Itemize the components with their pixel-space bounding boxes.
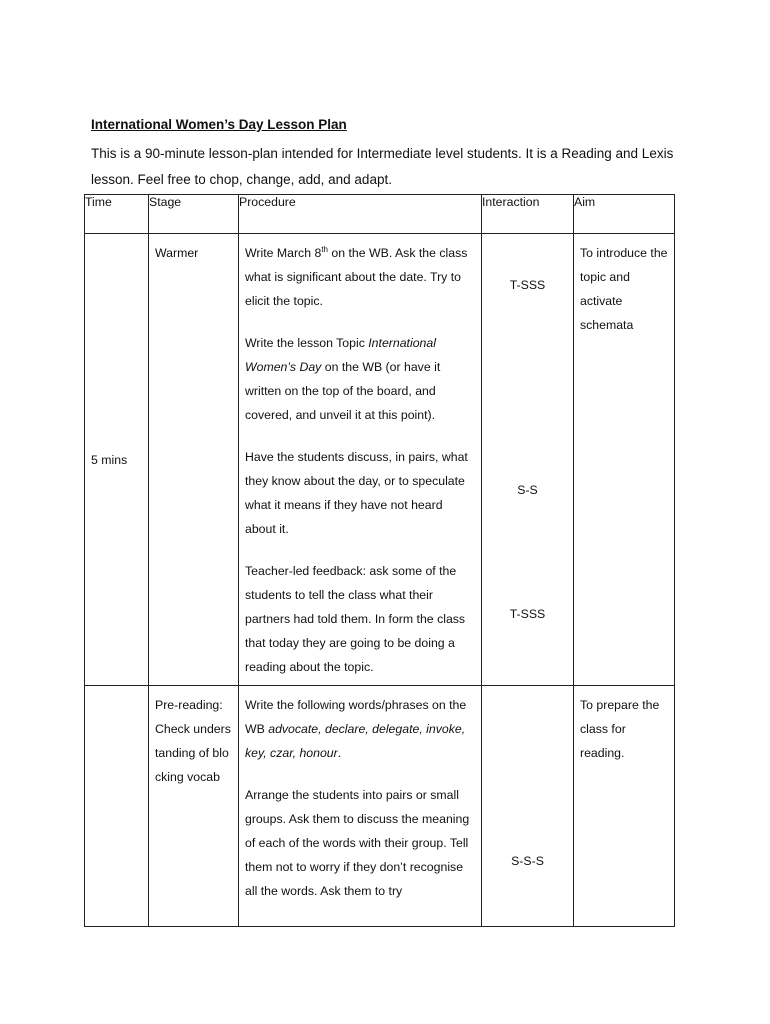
document-intro: This is a 90-minute lesson-plan intended for Intermediate level students. It is a Reading and Lexis lesson. Feel free to chop, change, add, and adapt. bbox=[91, 146, 674, 187]
header-interaction: Interaction bbox=[482, 195, 574, 234]
interaction-value: S-S-S bbox=[511, 854, 544, 868]
stage-cell bbox=[149, 686, 239, 927]
table-header-row bbox=[85, 195, 675, 234]
procedure-paragraph: Arrange the students into pairs or small groups. Ask them to discuss the meaning of each of the words with their group. Tell them not to worry if they don’t recognise all the words. Ask them to try bbox=[245, 788, 470, 898]
header-procedure: Procedure bbox=[239, 195, 482, 234]
header-stage: Stage bbox=[149, 195, 239, 234]
time-cell bbox=[85, 686, 149, 927]
document-title: International Women’s Day Lesson Plan bbox=[91, 117, 347, 132]
stage-cell bbox=[149, 234, 239, 686]
interaction-value: T-SSS bbox=[509, 278, 546, 292]
aim-cell bbox=[574, 686, 675, 927]
procedure-paragraph: Write the lesson Topic International Women’s Day on the WB (or have it written on the top of the board, and covered, and unveil it at this point). bbox=[245, 336, 441, 422]
interaction-cell bbox=[482, 234, 574, 686]
procedure-cell bbox=[239, 234, 482, 686]
time-value bbox=[85, 686, 148, 693]
stage-value: Warmer bbox=[155, 246, 199, 260]
aim-value: To prepare the class for reading. bbox=[580, 698, 660, 760]
stage-value: Pre-reading: Check understanding of blocking vocab bbox=[155, 698, 231, 784]
table-row bbox=[85, 234, 675, 686]
lesson-plan-table bbox=[84, 194, 675, 927]
interaction-value: S-S bbox=[517, 483, 538, 497]
aim-cell bbox=[574, 234, 675, 686]
procedure-paragraph: Write the following words/phrases on the WB advocate, declare, delegate, invoke, key, czar, honour. bbox=[245, 698, 467, 760]
procedure-content bbox=[239, 234, 481, 679]
procedure-cell bbox=[239, 686, 482, 927]
interaction-value: T-SSS bbox=[509, 607, 546, 621]
time-value: 5 mins bbox=[91, 452, 128, 467]
header-aim: Aim bbox=[574, 195, 675, 234]
aim-value: To introduce the topic and activate schemata bbox=[580, 246, 668, 332]
header-time: Time bbox=[85, 195, 149, 234]
interaction-cell bbox=[482, 686, 574, 927]
procedure-content bbox=[239, 686, 481, 903]
procedure-paragraph: Teacher-led feedback: ask some of the students to tell the class what their partners had told them. In form the class that today they are going to be doing a reading about the topic. bbox=[245, 564, 466, 674]
time-cell bbox=[85, 234, 149, 686]
table-row bbox=[85, 686, 675, 927]
procedure-paragraph: Write March 8th on the WB. Ask the class what is significant about the date. Try to elicit the topic. bbox=[245, 244, 468, 308]
procedure-paragraph: Have the students discuss, in pairs, what they know about the day, or to speculate what it means if they have not heard about it. bbox=[245, 450, 468, 536]
